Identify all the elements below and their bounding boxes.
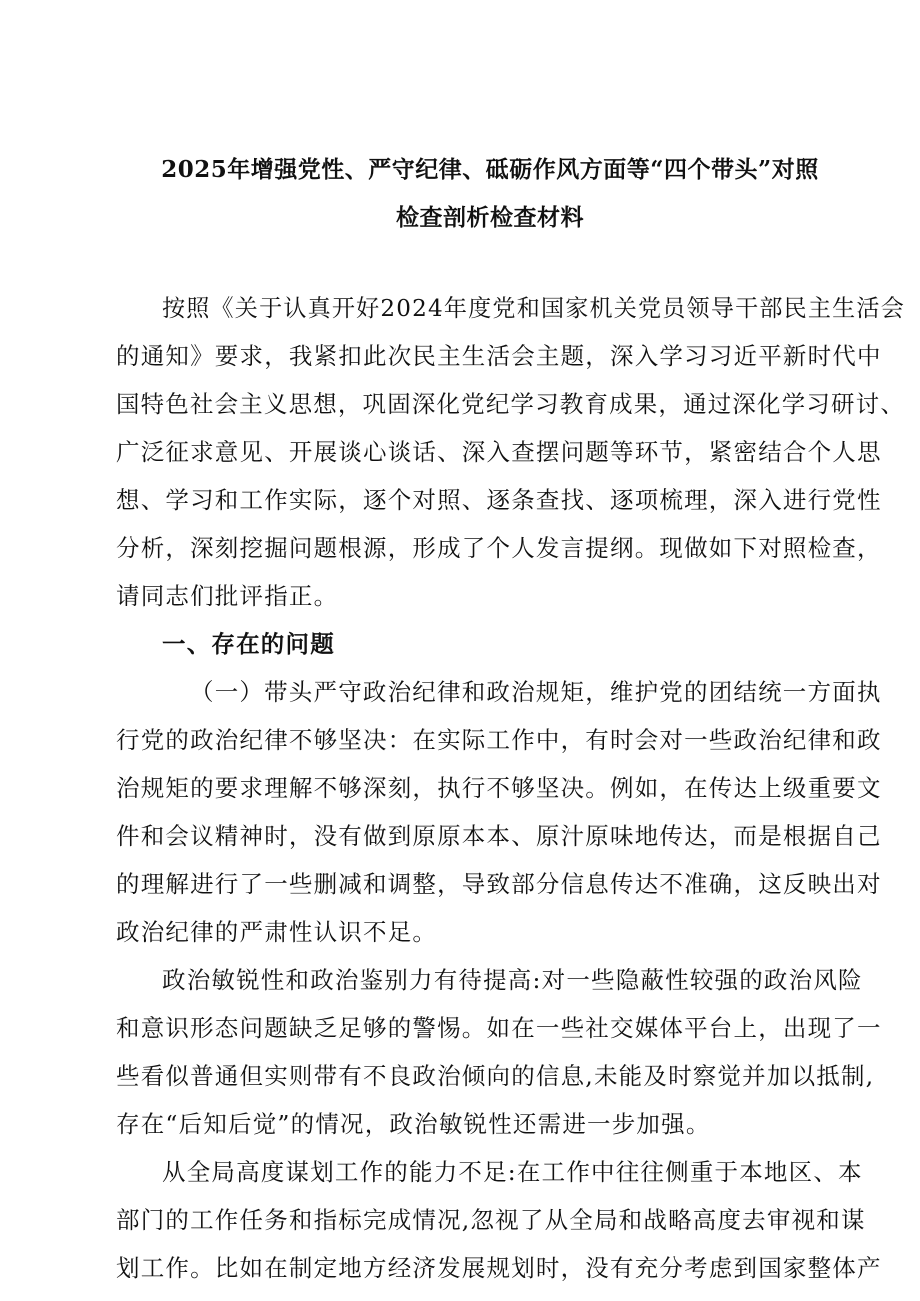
paragraph-line: 的通知》要求，我紧扣此次民主生活会主题，深入学习习近平新时代中 <box>116 342 882 370</box>
paragraph-line: 和意识形态问题缺乏足够的警惕。如在一些社交媒体平台上，出现了一 <box>116 1014 882 1042</box>
paragraph-line: 按照《关于认真开好2024年度党和国家机关党员领导干部民主生活会 <box>162 294 905 322</box>
paragraph-line: 些看似普通但实则带有不良政治倾向的信息,未能及时察觉并加以抵制, <box>116 1062 875 1090</box>
paragraph-line: 存在“后知后觉”的情况，政治敏锐性还需进一步加强。 <box>116 1110 711 1138</box>
paragraph-line: 划工作。比如在制定地方经济发展规划时，没有充分考虑到国家整体产 <box>116 1254 882 1282</box>
paragraph-line: 部门的工作任务和指标完成情况,忽视了从全局和战略高度去审视和谋 <box>116 1206 866 1234</box>
document-title-line-1: 2025年增强党性、严守纪律、砥砺作风方面等“四个带头”对照 <box>161 156 819 183</box>
paragraph-line: 件和会议精神时，没有做到原原本本、原汁原味地传达，而是根据自己 <box>116 822 882 850</box>
paragraph-line: 想、学习和工作实际，逐个对照、逐条查找、逐项梳理，深入进行党性 <box>116 486 882 514</box>
document-title-line-2: 检查剖析检查材料 <box>396 204 584 231</box>
paragraph-line: 行党的政治纪律不够坚决：在实际工作中，有时会对一些政治纪律和政 <box>116 726 882 754</box>
paragraph-line: 的理解进行了一些删减和调整，导致部分信息传达不准确，这反映出对 <box>116 870 882 898</box>
section-heading: 一、存在的问题 <box>162 630 335 658</box>
paragraph-line: 请同志们批评指正。 <box>116 582 339 610</box>
paragraph-line: 分析，深刻挖掘问题根源，形成了个人发言提纲。现做如下对照检查， <box>116 534 882 562</box>
paragraph-line: 从全局高度谋划工作的能力不足:在工作中往往侧重于本地区、本 <box>162 1158 863 1186</box>
paragraph-line: 治规矩的要求理解不够深刻，执行不够坚决。例如，在传达上级重要文 <box>116 774 882 802</box>
paragraph-line: 国特色社会主义思想，巩固深化党纪学习教育成果，通过深化学习研讨、 <box>116 390 905 418</box>
paragraph-line: 广泛征求意见、开展谈心谈话、深入查摆问题等环节，紧密结合个人思 <box>116 438 882 466</box>
paragraph-line: （一）带头严守政治纪律和政治规矩，维护党的团结统一方面执 <box>190 678 882 706</box>
paragraph-line: 政治纪律的严肃性认识不足。 <box>116 918 438 946</box>
paragraph-line: 政治敏锐性和政治鉴别力有待提高:对一些隐蔽性较强的政治风险 <box>162 966 863 994</box>
